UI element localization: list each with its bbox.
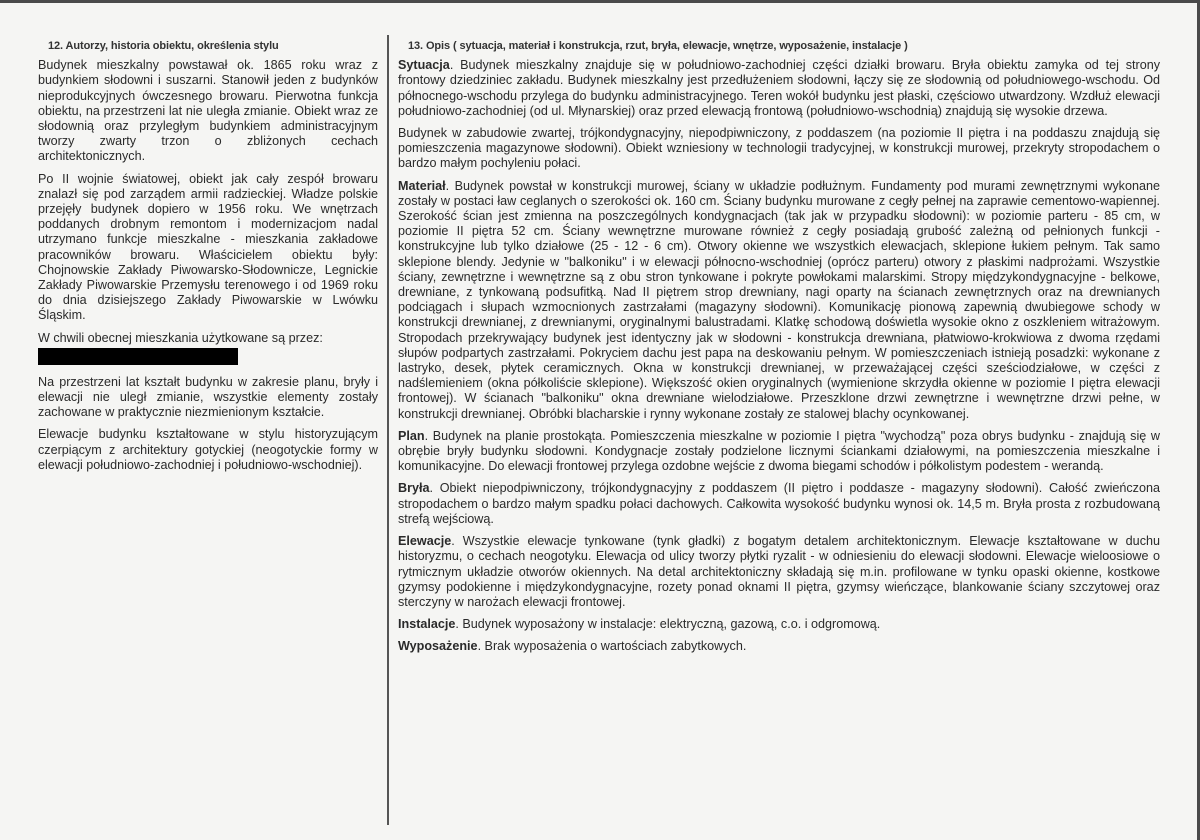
sytuacja-paragraph bbox=[398, 58, 1160, 119]
left-column bbox=[38, 39, 378, 480]
wyposazenie-text: . Brak wyposażenia o wartościach zabytkowych. bbox=[477, 639, 747, 654]
sytuacja-label: Sytuacja bbox=[398, 58, 450, 73]
section-13-heading: 13. Opis ( sytuacja, materiał i konstrukcja, rzut, bryła, elewacje, wnętrze, wyposażenie, instalacje ) bbox=[408, 40, 908, 52]
elewacje-text: . Wszystkie elewacje tynkowane (tynk gładki) z bogatym detalem architektonicznym. Elewacje kształtowane w duchu historyzmu, o cechach neogotyku. Elewacja od ulicy tworzy płytki ryzalit - w odniesieniu do elewacji słodowni. Elewacje wieloosiowe o rytmicznym układzie otworów okiennych. Na detal architektoniczny składają się m.in. profilowane w tynku opaski okienne, kostkowe gzymsy podokienne i międzykondygnacyjne, rozety ponad oknami II piętra, gzymsy wieńczące, blankowanie ściany szczytowej oraz sterczyny w narożach elewacji frontowej. bbox=[398, 534, 1160, 609]
history-paragraph-1: Budynek mieszkalny powstawał ok. 1865 roku wraz z budynkiem słodowni i suszarni. Stanowił jeden z budynków nieprodukcyjnych ówczesnego browaru. Pierwotna funkcja obiektu, na przestrzeni lat nie uległa zmianie. Obiekt wraz ze słodownią oraz przyległym budynkiem administracyjnym tworzy zwarty trzon o zbliżonych cechach architektonicznych. bbox=[38, 58, 378, 164]
plan-label: Plan bbox=[398, 428, 425, 443]
plan-text: . Budynek na planie prostokąta. Pomieszczenia mieszkalne w poziomie I piętra "wychodzą" poza obrys budynku - znajdują się w obrębie bryły budynku słodowni. Kondygnacje zostały podzielone licznymi ściankami działowymi, na pomieszczenia mieszkalne i komunikacyjne. Do elewacji frontowej przylega ozdobne wejście z dwoma biegami schodów i półkolistym podestem - werandą. bbox=[398, 428, 1160, 474]
zabudowa-paragraph: Budynek w zabudowie zwartej, trójkondygnacyjny, niepodpiwniczony, z poddaszem (na poziomie II piętra i na poddaszu znajdują się pomieszczenia magazynowe słodowni). Obiekt wzniesiony w technologii tradycyjnej, w konstrukcji murowej, przekryty stropodachem o bardzo małym pochyleniu połaci. bbox=[398, 126, 1160, 171]
material-paragraph bbox=[398, 179, 1160, 422]
bryla-label: Bryła bbox=[398, 481, 430, 496]
material-text: . Budynek powstał w konstrukcji murowej, ściany w układzie podłużnym. Fundamenty pod murami zewnętrznymi wykonane zostały w postaci ław ceglanych o szerokości ok. 160 cm. Ściany budynku murowane z cegły pełnej na zaprawie cementowo-wapiennej. Szerokość ścian jest zmienna na poszczególnych kondygnacjach (tak jak w przypadku słodowni): w poziomie parteru - 85 cm, w poziomie II piętra 52 cm. Ściany wewnętrzne murowane również z cegły posiadają grubość zależną od pełnionych funkcji - konstrukcyjne lub tylko działowe (25 - 12 - 6 cm). Otwory okienne we wszystkich elewacjach, sklepione łukiem pełnym. Tak samo sklepione blendy. Jedynie w "balkoniku" i w elewacji północno-wschodniej (oprócz parteru) otwory z płaskimi nadprożami. Wszystkie ściany, zewnętrzne i wewnętrzne są z obu stron tynkowane i pokryte powłokami malarskimi. Stropy międzykondygnacyjne - belkowe, drewniane, z tynkowaną podsufitką. Nad II piętrem strop drewniany, nagi oparty na ścianach zewnętrznych oraz na drewnianych podciągach i słupach wzmocnionych zastrzałami (magazyny słodowni). Komunikację pionową zapewnią dwubiegowe schody w konstrukcji drewnianej, z drewnianymi, oryginalnymi balustradami. Klatkę schodową doświetla wysokie okno z oszkleniem witrażowym. Stropodach przekrywający budynek jest identyczny jak w słodowni - konstrukcja drewniana, płatwiowo-krokwiowa z dwoma rzędami słupów podpartych zastrzałami. Pokryciem dachu jest papa na deskowaniu pełnym. W pomieszczeniach istnieją posadzki: wykonane z lastryko, desek, płytek ceramicznych. Okna w konstrukcji drewnianej, w przeważającej części sześciodziałowe, w części z nadślemieniem (okna półkoliście sklepione). Większość okien oryginalnych (wymienione skrzydła okienne w poziomie I piętra elewacji frontowej). W ścianach "balkoniku" okna drewniane wielodziałowe. Przeszklone drzwi zewnętrzne i wewnętrzne drzwi pełne, w konstrukcji drewnianej. Obróbki blacharskie i rynny wykonane zostały ze stalowej blachy ocynkowanej. bbox=[398, 178, 1160, 421]
wyposazenie-paragraph bbox=[398, 639, 1160, 654]
sytuacja-text: . Budynek mieszkalny znajduje się w południowo-zachodniej części działki browaru. Bryła obiektu zamyka od tej strony frontowy dziedziniec zakładu. Budynek mieszkalny jest przedłużeniem słodowni, łączy się ze słodownią od południowego-wschodu. Od północnego-wschodu przylega do budynku administracyjnego. Teren wokół budynku jest płaski, częściowo utwardzony. Wzdłuż elewacji południowo-zachodniej (od ul. Młynarskiej) oraz przed elewacją frontową (południowo-wschodnią) znajdują się wysokie drzewa. bbox=[398, 58, 1160, 118]
material-label: Materiał bbox=[398, 178, 446, 193]
shape-paragraph: Na przestrzeni lat kształt budynku w zakresie planu, bryły i elewacji nie uległ zmianie, wszystkie elementy zostały zachowane w praktycznie niezmienionym kształcie. bbox=[38, 374, 378, 420]
style-paragraph: Elewacje budynku kształtowane w stylu historyzującym czerpiącym z architektury gotyckiej (neogotyckie formy w elewacji południowo-zachodniej i południowo-wschodniej). bbox=[38, 427, 378, 472]
section-12-heading: 12. Autorzy, historia obiektu, określenia stylu bbox=[48, 40, 279, 52]
elewacje-label: Elewacje bbox=[398, 534, 452, 549]
history-paragraph-2: Po II wojnie światowej, obiekt jak cały zespół browaru znalazł się pod zarządem armii radzieckiej. Władze polskie przejęły budynek dopiero w 1956 roku. We wnętrzach poddanych drobnym remontom i modernizacjom nadal utrzymano funkcje mieszkalne - mieszkania zakładowe pracowników browaru. Właścicielem obiektu były: Chojnowskie Zakłady Piwowarsko-Słodownicze, Legnickie Zakłady Piwowarskie Przemysłu terenowego i od 1969 roku do dnia dzisiejszego Zakłady Piwowarskie w Lwówku Śląskim. bbox=[38, 171, 378, 323]
current-use-paragraph: W chwili obecnej mieszkania użytkowane są przez: bbox=[38, 330, 323, 345]
redaction-bar bbox=[38, 348, 238, 365]
instalacje-text: . Budynek wyposażony w instalacje: elektryczną, gazową, c.o. i odgromową. bbox=[455, 617, 881, 632]
instalacje-label: Instalacje bbox=[398, 617, 456, 632]
plan-paragraph bbox=[398, 429, 1160, 475]
bryla-text: . Obiekt niepodpiwniczony, trójkondygnacyjny z poddaszem (II piętro i poddasze - magazyny słodowni). Całość zwieńczona stropodachem o bardzo małym spadku połaci dachowych. Całkowita wysokość budynku wynosi ok. 14,5 m. Bryła prosta z rozbudowaną strefą wejściową. bbox=[398, 481, 1160, 526]
bryla-paragraph bbox=[398, 481, 1160, 527]
elewacje-paragraph bbox=[398, 534, 1160, 610]
right-column bbox=[398, 39, 1160, 662]
column-divider bbox=[387, 35, 389, 825]
wyposazenie-label: Wyposażenie bbox=[398, 639, 478, 654]
instalacje-paragraph bbox=[398, 617, 1160, 632]
